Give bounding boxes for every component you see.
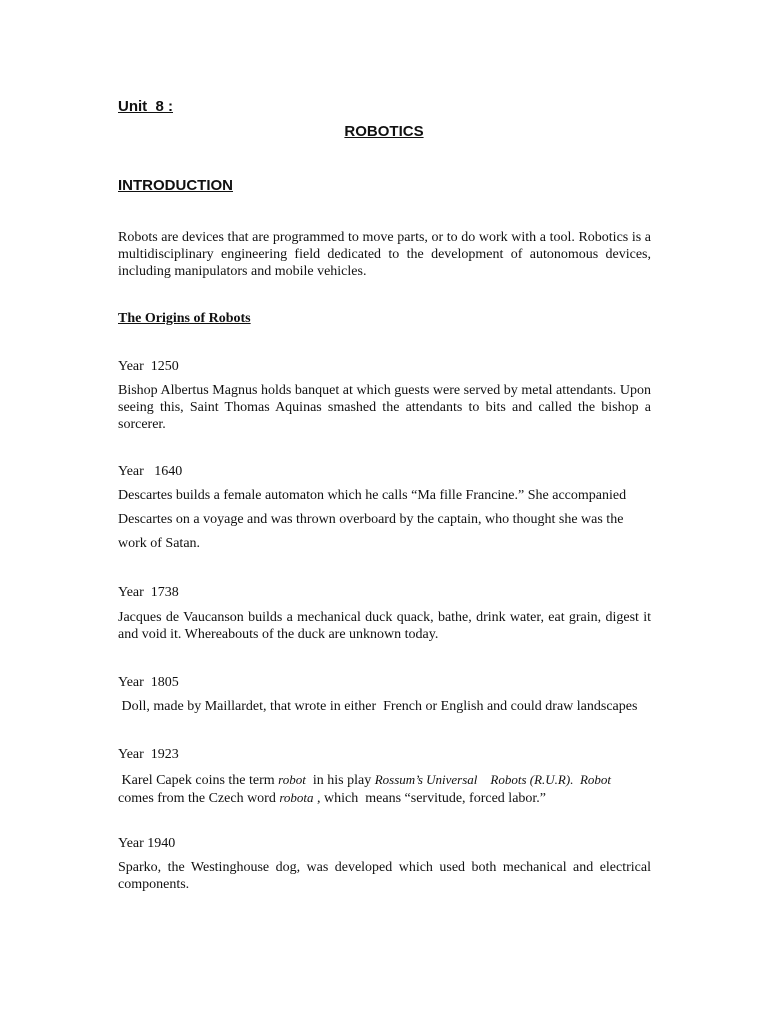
year-1923-line-1: [118, 771, 651, 789]
page-title: ROBOTICS: [344, 123, 424, 140]
year-1250-label: Year 1250: [118, 359, 179, 374]
italic-play-title: Rossum’s Universal Robots (R.U.R). Robot: [374, 772, 611, 787]
text-fragment: comes from the Czech word: [118, 791, 280, 806]
year-1923-label: Year 1923: [118, 747, 179, 762]
year-1940-text: Sparko, the Westinghouse dog, was developed which used both mechanical and electrical components.: [118, 860, 651, 892]
year-1738-text: Jacques de Vaucanson builds a mechanical duck quack, bathe, drink water, eat grain, digest it and void it. Whereabouts of the duck are unknown today.: [118, 610, 651, 642]
text-fragment: in his play: [305, 773, 375, 788]
year-1738-label: Year 1738: [118, 585, 179, 600]
italic-term-robota: robota: [279, 790, 314, 805]
text-fragment: Karel Capek coins the term: [118, 773, 279, 788]
unit-label: Unit 8 :: [118, 98, 173, 115]
introduction-paragraph: Robots are devices that are programmed to move parts, or to do work with a tool. Robotics is a multidisciplinary engineering field dedicated to the development of autonomous devices, including manipulators and mobile vehicles.: [118, 230, 651, 279]
year-1923-line-2: [118, 789, 651, 807]
year-1640-line: Descartes builds a female automaton which he calls “Ma fille Francine.” She accompanied: [118, 488, 627, 503]
year-1923-text: [118, 771, 651, 807]
year-1640-line: work of Satan.: [118, 536, 201, 551]
year-1640-text: [118, 484, 651, 556]
italic-term-robot: robot: [278, 772, 306, 787]
origins-heading: The Origins of Robots: [118, 311, 251, 326]
year-1250-text: Bishop Albertus Magnus holds banquet at which guests were served by metal attendants. Upon seeing this, Saint Thomas Aquinas smashed the attendants to bits and called the bishop a sorcerer.: [118, 383, 651, 432]
year-1940-label: Year 1940: [118, 836, 176, 851]
year-1805-text: Doll, made by Maillardet, that wrote in either French or English and could draw landscapes: [118, 699, 638, 714]
text-fragment: , which means “servitude, forced labor.”: [313, 791, 547, 806]
year-1805-label: Year 1805: [118, 675, 179, 690]
year-1640-line: Descartes on a voyage and was thrown overboard by the captain, who thought she was the: [118, 512, 624, 527]
introduction-heading: INTRODUCTION: [118, 177, 233, 194]
year-1640-label: Year 1640: [118, 464, 183, 479]
